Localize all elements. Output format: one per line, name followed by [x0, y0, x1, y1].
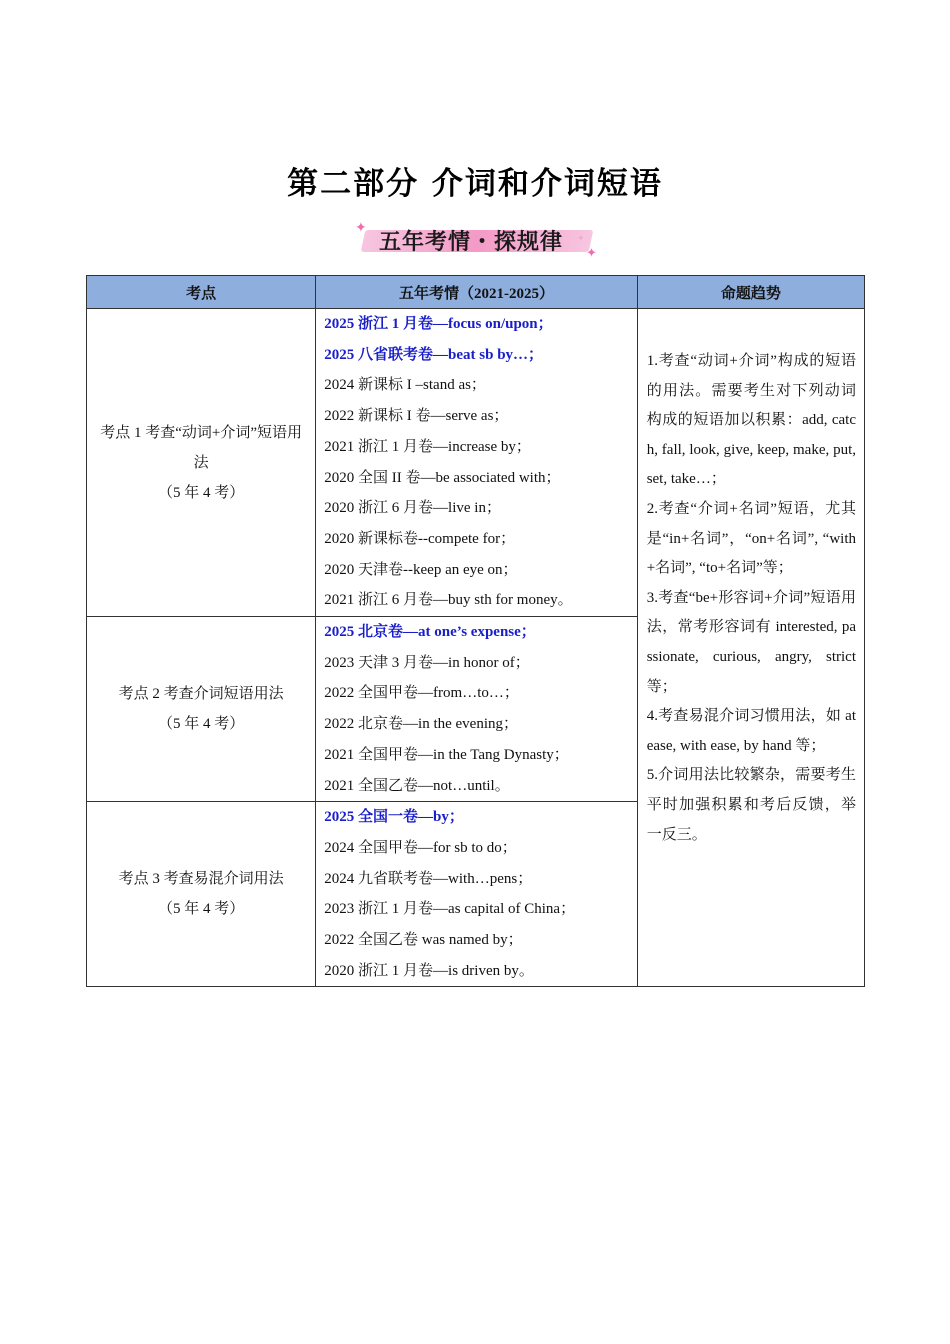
trend-item: 5.介词用法比较繁杂，需要考生平时加强积累和考后反馈，举一反三。 — [646, 767, 856, 843]
trend-item: 3.考查“be+形容词+介词”短语用法，常考形容词有 interested, passionate, curious, angry, strict 等； — [646, 589, 856, 695]
header-point: 考点 — [87, 276, 316, 309]
case-line-highlighted: 2025 浙江 1 月卷—focus on/upon； — [324, 316, 553, 332]
table-header-row — [87, 276, 865, 309]
cases-cell — [316, 309, 637, 617]
point-title: 考点 2 考查介词短语用法 — [118, 686, 284, 703]
point-cell — [87, 617, 316, 802]
cases-cell — [316, 802, 637, 987]
banner-label: 五年考情・探规律 — [378, 230, 563, 255]
case-line: 2020 浙江 1 月卷—is driven by。 — [324, 962, 534, 979]
trend-cell — [637, 309, 864, 987]
case-line-highlighted: 2025 全国一卷—by； — [324, 809, 464, 826]
sparkle-icon: ✦ — [586, 246, 597, 261]
case-line: 2022 北京卷—in the evening； — [324, 716, 519, 733]
case-line: 2020 天津卷--keep an eye on； — [324, 561, 518, 578]
header-trend: 命题趋势 — [637, 276, 864, 309]
case-line-highlighted: 2025 八省联考卷—beat sb by…； — [324, 346, 544, 363]
point-title: 考点 3 考查易混介词用法 — [118, 871, 284, 888]
case-line: 2022 全国乙卷 was named by； — [324, 932, 523, 949]
sparkle-icon: ✦ — [577, 234, 585, 244]
point-cell — [87, 802, 316, 987]
case-line: 2021 浙江 1 月卷—increase by； — [324, 438, 531, 455]
case-line: 2024 九省联考卷—with…pens； — [324, 870, 533, 887]
case-line-highlighted: 2025 北京卷—at one’s expense； — [324, 624, 536, 641]
case-line: 2023 浙江 1 月卷—as capital of China； — [324, 901, 576, 918]
case-line: 2020 新课标卷--compete for； — [324, 530, 516, 547]
header-cases: 五年考情（2021-2025） — [316, 276, 637, 309]
case-line: 2020 全国 II 卷—be associated with； — [324, 469, 561, 486]
cases-cell — [316, 617, 637, 802]
case-line: 2021 浙江 6 月卷—buy sth for money。 — [324, 592, 573, 609]
case-line: 2021 全国乙卷—not…until。 — [324, 777, 510, 794]
case-line: 2022 全国甲卷—from…to…； — [324, 685, 519, 702]
case-line: 2022 新课标 I 卷—serve as； — [324, 408, 509, 425]
case-line: 2021 全国甲卷—in the Tang Dynasty； — [324, 746, 569, 763]
case-line: 2023 天津 3 月卷—in honor of； — [324, 654, 530, 671]
point-count: （5 年 4 考） — [158, 484, 245, 501]
page-title: 第二部分 介词和介词短语 — [287, 166, 663, 202]
section-banner — [355, 220, 605, 264]
table-row — [87, 309, 865, 617]
sparkle-icon: ✦ — [355, 220, 367, 236]
point-count: （5 年 4 考） — [158, 901, 245, 918]
point-title: 考点 1 考查“动词+介词”短语用法 — [100, 424, 303, 471]
point-cell — [87, 309, 316, 617]
case-line: 2024 全国甲卷—for sb to do； — [324, 839, 517, 856]
point-count: （5 年 4 考） — [158, 716, 245, 733]
case-line: 2020 浙江 6 月卷—live in； — [324, 500, 501, 517]
trend-item: 4.考查易混介词习惯用法，如 at ease, with ease, by hand 等； — [646, 708, 856, 754]
trend-item: 2.考查“介词+名词”短语，尤其是“in+名词”，“on+名词”, “with+名词”, “to+名词”等； — [646, 500, 856, 577]
exam-analysis-table — [86, 275, 865, 987]
case-line: 2024 新课标 I –stand as； — [324, 377, 486, 394]
trend-item: 1.考查“动词+介词”构成的短语的用法。需要考生对下列动词构成的短语加以积累：add, catch, fall, look, give, keep, make, put, set, take…； — [646, 353, 856, 488]
